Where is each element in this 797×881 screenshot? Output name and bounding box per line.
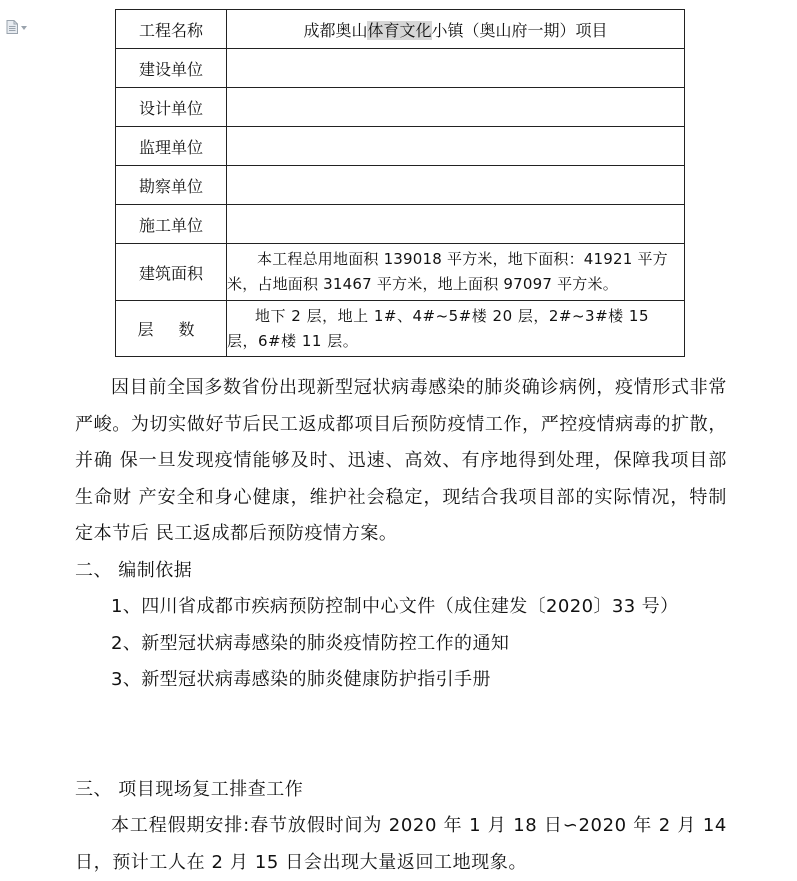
project-info-table [115, 9, 685, 357]
table-row [116, 244, 685, 301]
schedule-paragraph: 本工程假期安排:春节放假时间为 2020 年 1 月 18 日∽2020 年 2 月 14 日，预计工人在 2 月 15 日会出现大量返回工地现象。 [75, 815, 727, 873]
floor-count-cell [227, 301, 685, 357]
table-row [116, 49, 685, 88]
table-value-cell [227, 49, 685, 88]
table-label-cell: 建设单位 [116, 49, 227, 88]
list-item: 3、新型冠状病毒感染的肺炎健康防护指引手册 [111, 669, 491, 690]
floor-count-text: 地下 2 层，地上 1#、4#~5#楼 20 层，2#~3#楼 15 层，6#楼 11 层。 [227, 306, 650, 350]
document-body [75, 370, 727, 881]
table-row [116, 166, 685, 205]
table-row [116, 127, 685, 166]
table-value-cell [227, 166, 685, 205]
floor-count-label: 层 数 [137, 320, 205, 339]
list-item: 1、四川省成都市疾病预防控制中心文件（成住建发〔2020〕33 号） [111, 596, 679, 617]
project-name-pre: 成都奥山 [303, 20, 368, 40]
intro-paragraph: 因目前全国多数省份出现新型冠状病毒感染的肺炎确诊病例，疫情形式非常严峻。为切实做好节后民工返成都项目后预防疫情工作，严控疫情病毒的扩散，并确 保一旦发现疫情能够及时、迅速、高效、有序地得到处理，保障我项目部生命财 产安全和身心健康，维护社会稳定，现结合我项目部的实际情况，特制定本节后 民工返成都后预防疫情方案。 [75, 377, 727, 544]
table-row [116, 205, 685, 244]
table-value-cell [227, 127, 685, 166]
caret-down-icon [21, 26, 27, 30]
table-label-cell: 勘察单位 [116, 166, 227, 205]
blank-space [75, 699, 727, 772]
table-label-cell: 设计单位 [116, 88, 227, 127]
table-label-cell [116, 301, 227, 357]
table-label-cell: 监理单位 [116, 127, 227, 166]
table-value-cell [227, 205, 685, 244]
building-area-cell [227, 244, 685, 301]
table-row [116, 88, 685, 127]
section-heading: 三、 项目现场复工排查工作 [75, 778, 304, 800]
table-value-cell [227, 88, 685, 127]
project-name-post: 小镇（奥山府一期）项目 [431, 20, 608, 40]
table-label-cell: 建筑面积 [116, 244, 227, 301]
list-item: 2、新型冠状病毒感染的肺炎疫情防控工作的通知 [111, 632, 510, 654]
table-row [116, 10, 685, 49]
document-menu[interactable] [6, 18, 36, 36]
table-label-cell: 施工单位 [116, 205, 227, 244]
project-name-cell [227, 10, 685, 49]
table-label-cell: 工程名称 [116, 10, 227, 49]
section-heading: 二、 编制依据 [75, 559, 193, 581]
project-name-highlight: 体育文化 [367, 20, 432, 40]
building-area-text: 本工程总用地面积 139018 平方米，地下面积：41921 平方米，占地面积 31467 平方米，地上面积 97097 平方米。 [227, 250, 668, 293]
document-icon [6, 20, 18, 34]
table-row [116, 301, 685, 357]
